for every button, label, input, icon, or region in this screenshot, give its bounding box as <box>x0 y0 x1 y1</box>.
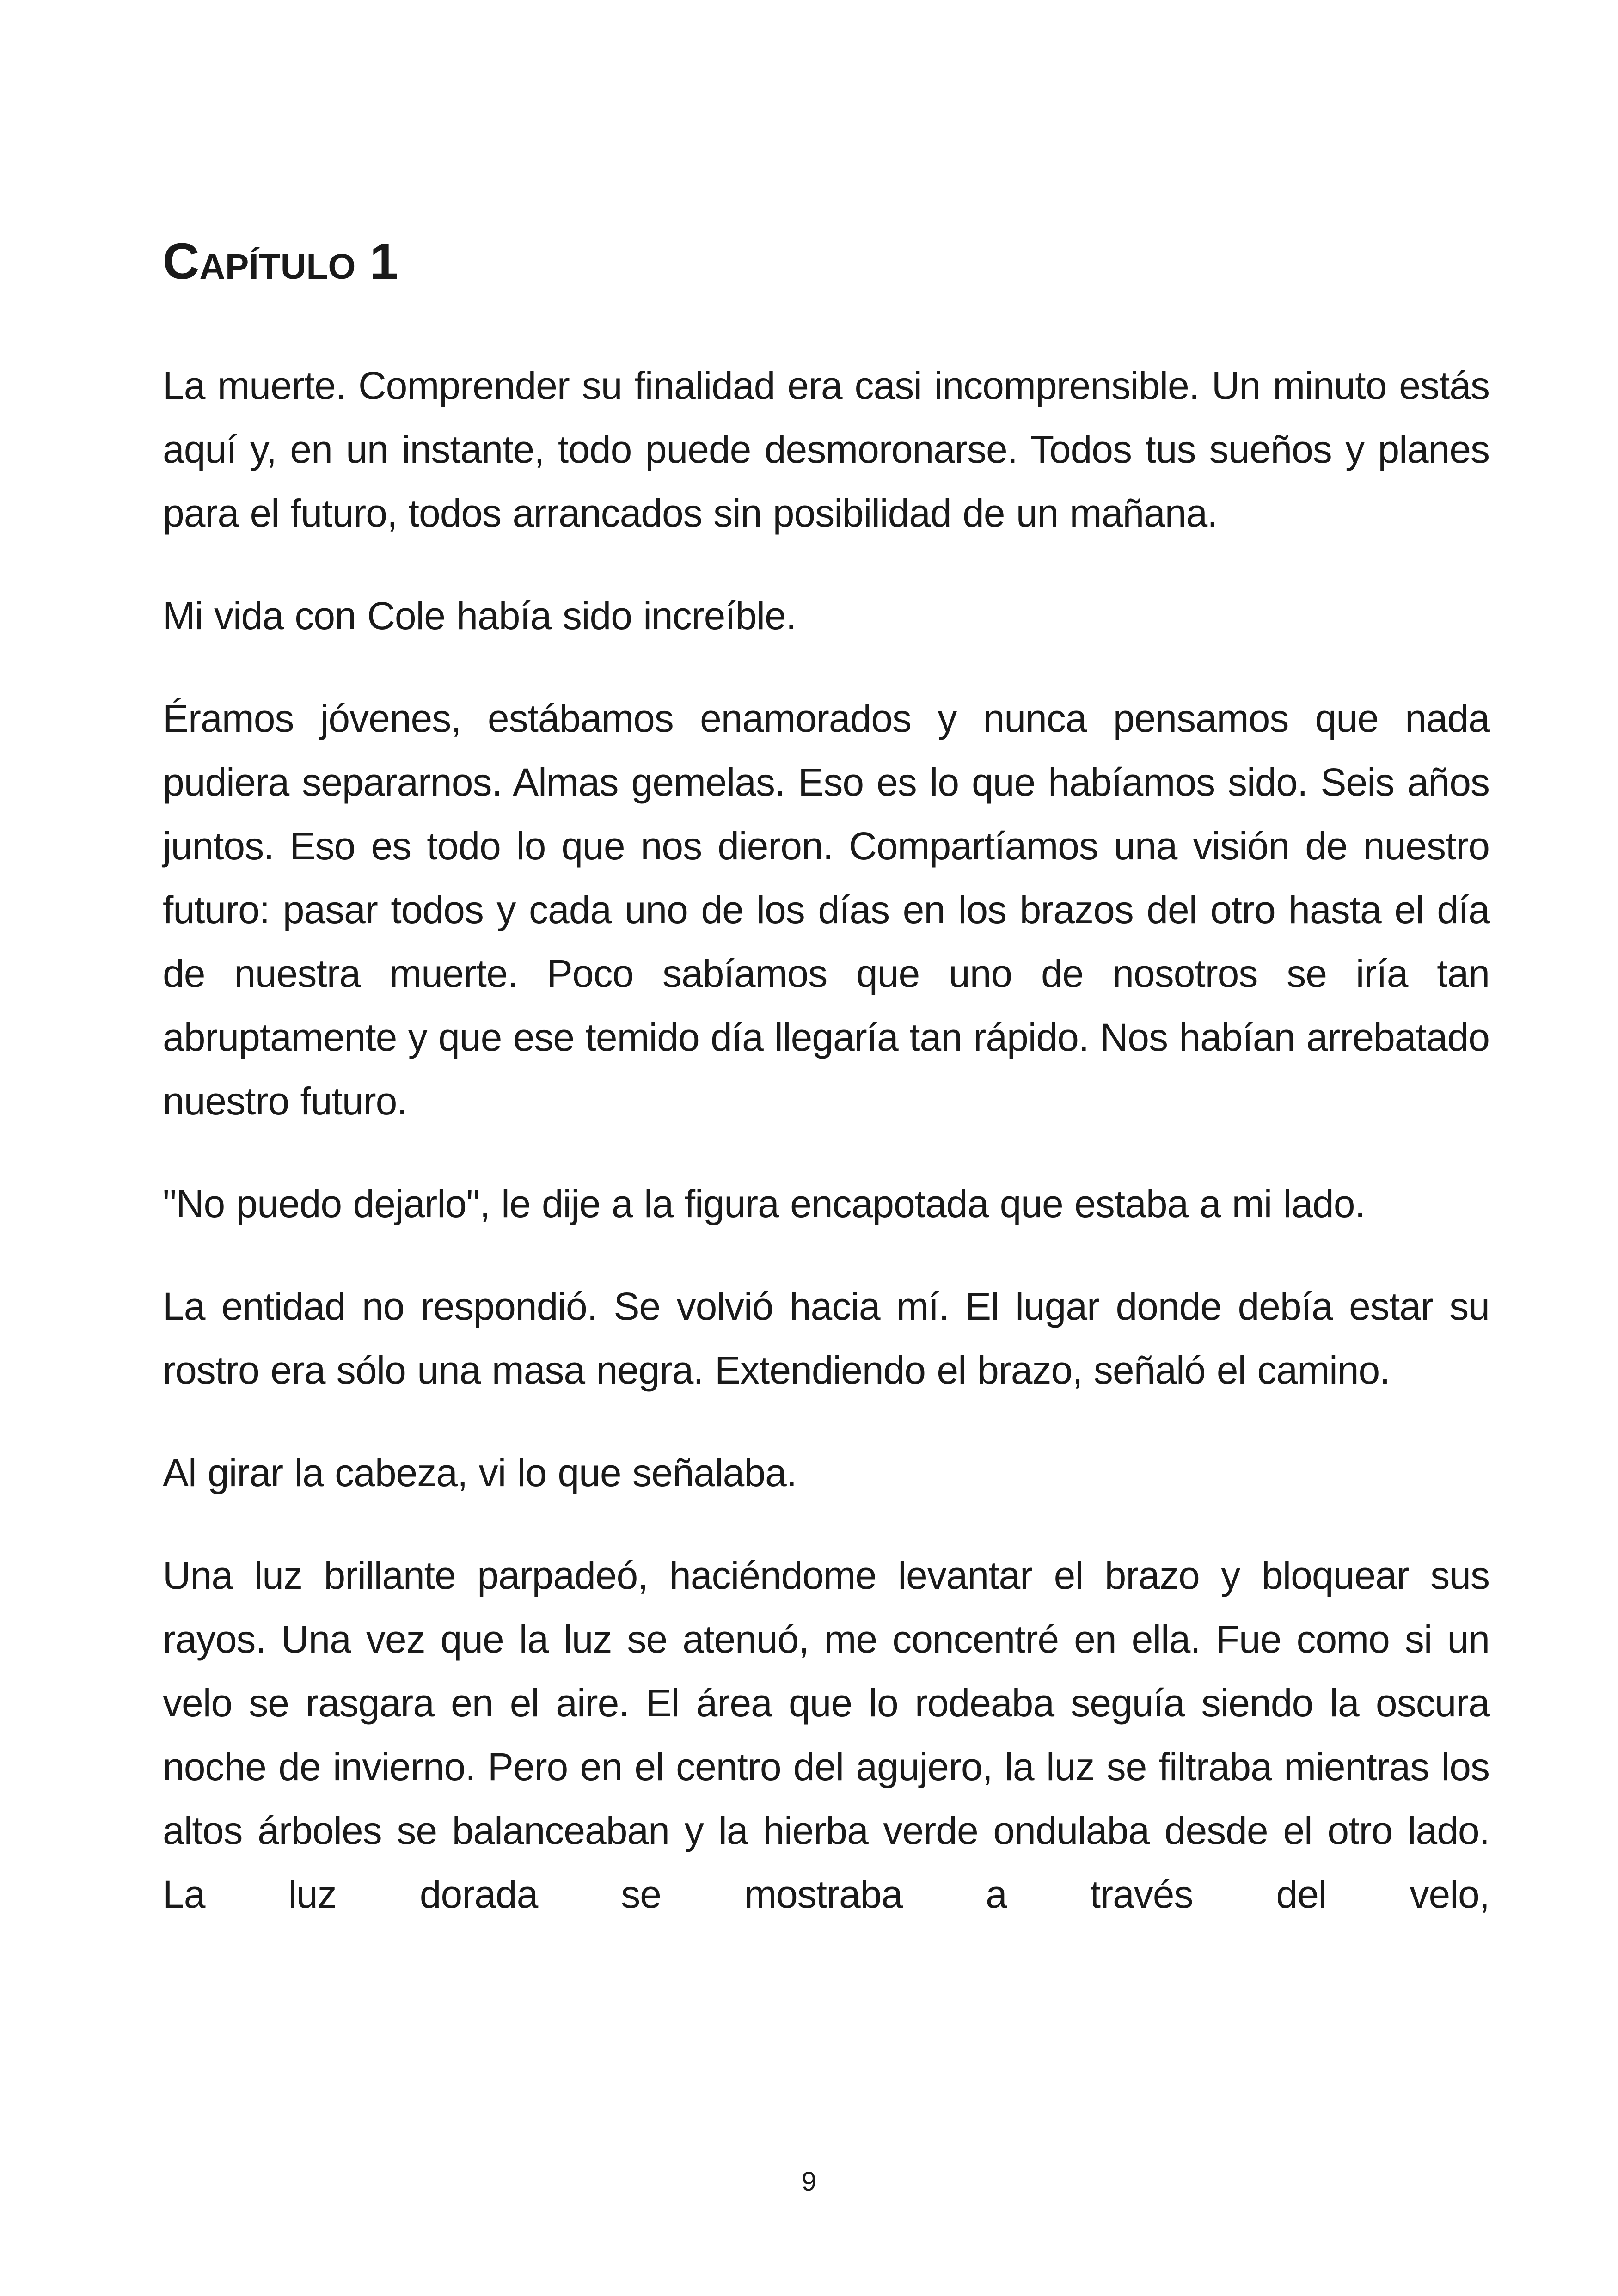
paragraph: Éramos jóvenes, estábamos enamorados y nunca pensamos que nada pudiera separarnos. Almas gemelas. Eso es lo que habíamos sido. Seis años juntos. Eso es todo lo que nos dieron. Compartíamos una visión de nuestro futuro: pasar todos y cada uno de los días en los brazos del otro hasta el día de nuestra muerte. Poco sabíamos que uno de nosotros se iría tan abruptamente y que ese temido día llegaría tan rápido. Nos habían arrebatado nuestro futuro. <box>163 697 1489 1123</box>
paragraph: La muerte. Comprender su finalidad era casi incomprensible. Un minuto estás aquí y, en un instante, todo puede desmoronarse. Todos tus sueños y planes para el futuro, todos arrancados sin posibilidad de un mañana. <box>163 364 1489 535</box>
chapter-title: Capítulo 1 <box>163 233 398 290</box>
paragraph: "No puedo dejarlo", le dije a la figura encapotada que estaba a mi lado. <box>163 1182 1365 1225</box>
paragraph: Una luz brillante parpadeó, haciéndome levantar el brazo y bloquear sus rayos. Una vez que la luz se atenuó, me concentré en ella. Fue como si un velo se rasgara en el aire. El área que lo rodeaba seguía siendo la oscura noche de invierno. Pero en el centro del agujero, la luz se filtraba mientras los altos árboles se balanceaban y la hierba verde ondulaba desde el otro lado. La luz dorada se mostraba a través del velo, <box>163 1554 1489 1916</box>
paragraph: Al girar la cabeza, vi lo que señalaba. <box>163 1451 797 1494</box>
chapter-body <box>163 354 1489 1926</box>
paragraph: La entidad no respondió. Se volvió hacia mí. El lugar donde debía estar su rostro era sólo una masa negra. Extendiendo el brazo, señaló el camino. <box>163 1285 1489 1392</box>
paragraph: Mi vida con Cole había sido increíble. <box>163 594 797 637</box>
page-number: 9 <box>801 2167 817 2197</box>
